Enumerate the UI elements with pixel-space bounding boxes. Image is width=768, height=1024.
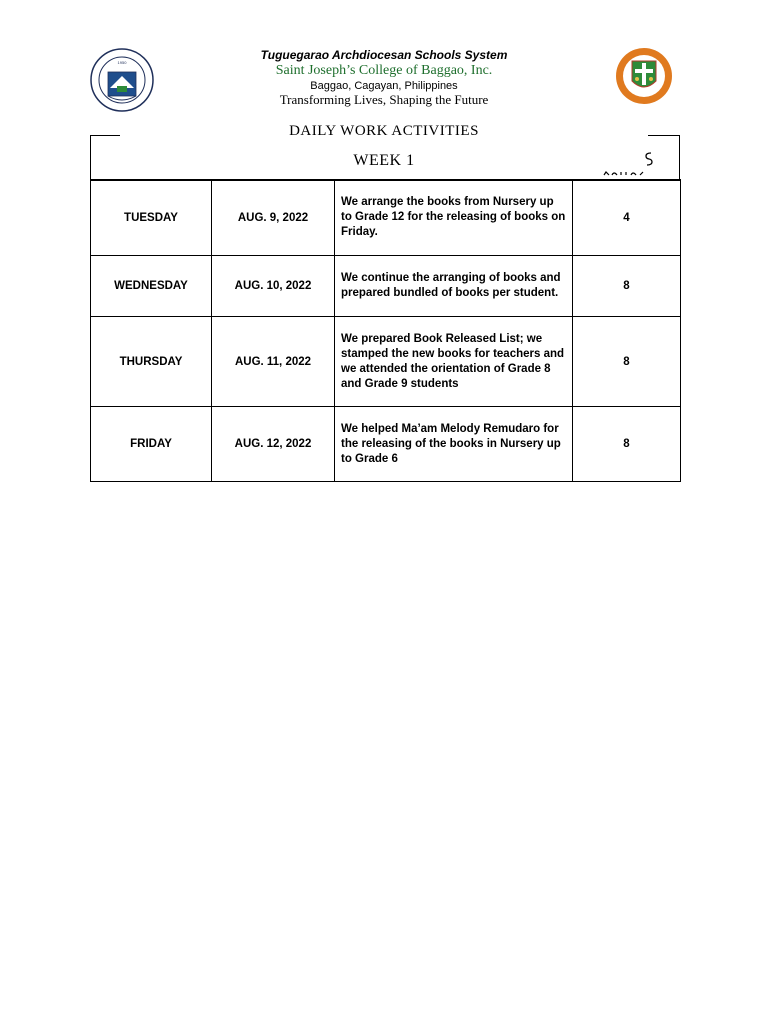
table-row <box>91 180 681 256</box>
date-cell: AUG. 10, 2022 <box>212 256 335 317</box>
date-cell: AUG. 11, 2022 <box>212 317 335 407</box>
college-motto: Transforming Lives, Shaping the Future <box>279 92 489 107</box>
day-cell: WEDNESDAY <box>91 256 212 317</box>
seal-year: 1950 <box>117 60 127 65</box>
table-row <box>91 256 681 317</box>
day-cell: FRIDAY <box>91 407 212 482</box>
work-log-table <box>90 179 681 482</box>
system-name: Tuguegarao Archdiocesan Schools System <box>260 48 508 62</box>
hours-cell: 8 <box>573 256 681 317</box>
college-name: Saint Joseph’s College of Baggao, Inc. <box>275 63 493 78</box>
date-cell: AUG. 12, 2022 <box>212 407 335 482</box>
week-title: WEEK 1 <box>353 152 415 169</box>
day-cell: THURSDAY <box>91 317 212 407</box>
activity-cell: We prepared Book Released List; we stamped the new books for teachers and we attended the orientation of Grade 8 and Grade 9 students <box>335 317 573 407</box>
activity-cell: We helped Ma’am Melody Remudaro for the releasing of the books in Nursery up to Grade 6 <box>335 407 573 482</box>
activity-cell: We arrange the books from Nursery up to Grade 12 for the releasing of books on Friday. <box>335 180 573 256</box>
hours-cell: 8 <box>573 317 681 407</box>
hours-cell: 4 <box>573 180 681 256</box>
college-address: Baggao, Cagayan, Philippines <box>310 80 458 92</box>
activity-cell: We continue the arranging of books and prepared bundled of books per student. <box>335 256 573 317</box>
clipped-label-fragment <box>600 150 660 176</box>
table-row <box>91 317 681 407</box>
date-cell: AUG. 9, 2022 <box>212 180 335 256</box>
clipped-glyphs <box>600 150 660 176</box>
hours-cell: 8 <box>573 407 681 482</box>
document-title: DAILY WORK ACTIVITIES <box>289 123 479 139</box>
table-row <box>91 407 681 482</box>
day-cell: TUESDAY <box>91 180 212 256</box>
